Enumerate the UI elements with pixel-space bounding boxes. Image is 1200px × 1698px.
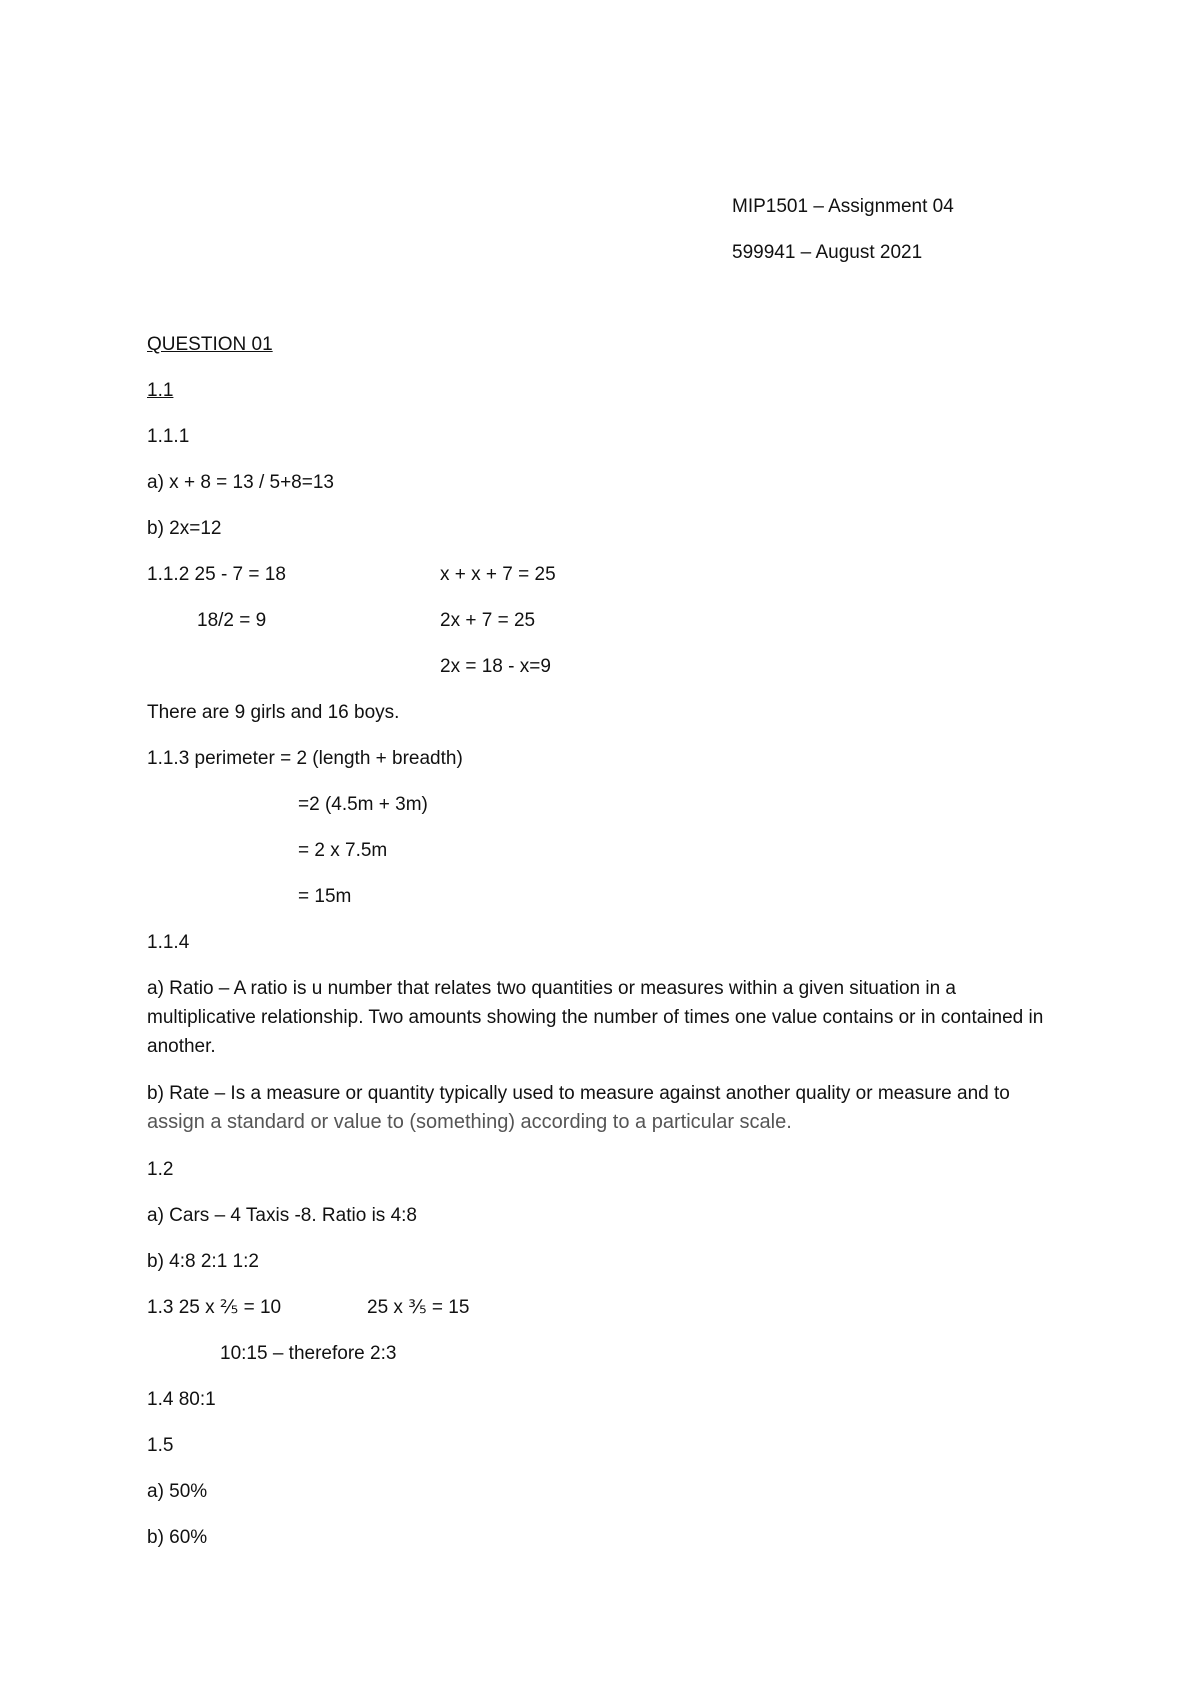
answer-1-1-2-right-2: 2x + 7 = 25: [440, 610, 536, 631]
answer-1-3-left: 1.3 25 x ⅖ = 10: [147, 1297, 282, 1318]
answer-1-3-line-2: 10:15 – therefore 2:3: [220, 1343, 397, 1364]
answer-1-1-2-right-3: 2x = 18 - x=9: [440, 656, 551, 677]
question-heading: QUESTION 01: [147, 334, 273, 355]
answer-1-1-3-line-4: = 15m: [298, 886, 352, 907]
answer-1-3-right: 25 x ⅗ = 15: [367, 1297, 470, 1318]
answer-1-1-4-b: [147, 1079, 1067, 1137]
section-1-1-4: 1.1.4: [147, 932, 190, 953]
answer-1-1-4-b-part-1: b) Rate – Is a measure or quantity typically used to measure against another quality or measure and to: [147, 1083, 1010, 1104]
header-student: 599941 – August 2021: [732, 242, 923, 263]
answer-1-1-4-b-part-2: assign a standard or value to (something) according to a particular scale.: [147, 1111, 792, 1133]
answer-1-4: 1.4 80:1: [147, 1389, 216, 1410]
answer-1-1-2-right-1: x + x + 7 = 25: [440, 564, 556, 585]
answer-1-5-b: b) 60%: [147, 1527, 208, 1548]
answer-1-1-2-left-1: 1.1.2 25 - 7 = 18: [147, 564, 286, 585]
answer-1-2-b: b) 4:8 2:1 1:2: [147, 1251, 259, 1272]
section-1-1-1: 1.1.1: [147, 426, 190, 447]
answer-1-1-1-a: a) x + 8 = 13 / 5+8=13: [147, 472, 334, 493]
section-1-1: 1.1: [147, 380, 174, 401]
answer-1-1-2-left-2: 18/2 = 9: [197, 610, 267, 631]
answer-1-5-a: a) 50%: [147, 1481, 208, 1502]
section-1-2: 1.2: [147, 1159, 174, 1180]
section-1-5: 1.5: [147, 1435, 174, 1456]
answer-1-1-1-b: b) 2x=12: [147, 518, 222, 539]
answer-1-1-3-line-2: =2 (4.5m + 3m): [298, 794, 428, 815]
answer-1-2-a: a) Cars – 4 Taxis -8. Ratio is 4:8: [147, 1205, 417, 1226]
answer-1-1-2-conclusion: There are 9 girls and 16 boys.: [147, 702, 400, 723]
answer-1-1-4-a: a) Ratio – A ratio is u number that relates two quantities or measures within a given situation in a multiplicative relationship. Two amounts showing the number of times one value contains or in contained in another.: [147, 978, 1044, 1057]
header-course: MIP1501 – Assignment 04: [732, 196, 954, 217]
answer-1-1-3-line-1: 1.1.3 perimeter = 2 (length + breadth): [147, 748, 463, 769]
answer-1-1-3-line-3: = 2 x 7.5m: [298, 840, 388, 861]
